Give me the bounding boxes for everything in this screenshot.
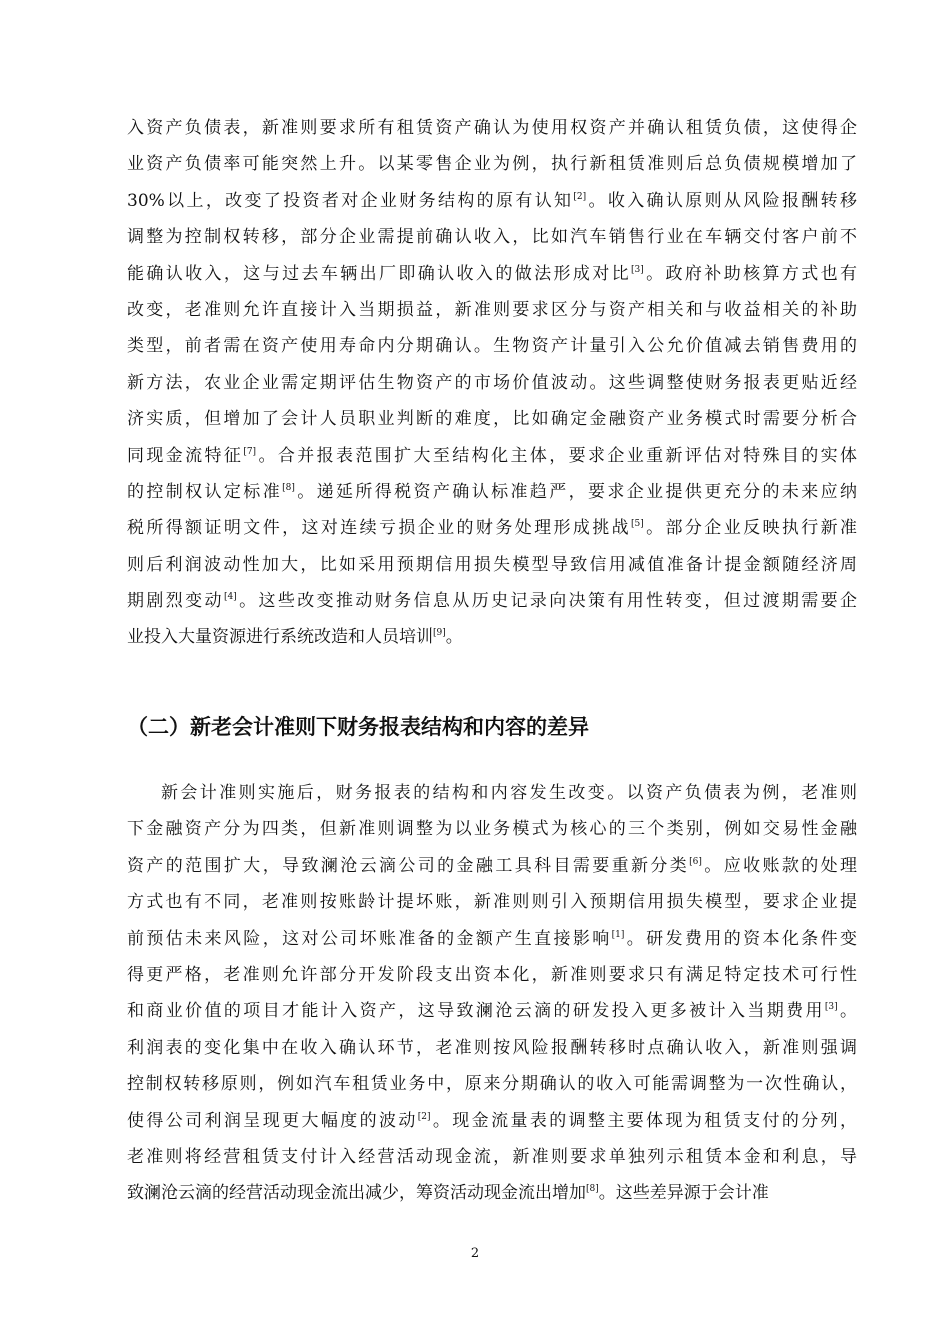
text-line xyxy=(127,547,857,583)
citation-marker: [9] xyxy=(433,628,446,639)
citation-marker: [7] xyxy=(243,446,257,457)
text-line xyxy=(127,292,857,328)
text-line xyxy=(127,619,857,655)
text-line xyxy=(127,1066,857,1102)
line-text: 入资产负债表，新准则要求所有租赁资产确认为使用权资产并确认租赁负债，这使得企 xyxy=(127,118,857,138)
line-text: 同现金流特征 xyxy=(127,445,244,466)
line-text-continued: 。递延所得税资产确认标准趋严，要求企业提供更充分的未来应纳 xyxy=(294,481,858,502)
citation-marker: [2] xyxy=(417,1111,431,1122)
line-text-continued: 。 xyxy=(445,627,463,648)
line-text: 类型，前者需在资产使用寿命内分期确认。生物资产计量引入公允价值减去销售费用的 xyxy=(127,336,857,357)
line-text-continued: 。政府补助核算方式也有 xyxy=(643,263,858,284)
citation-marker: [8] xyxy=(282,482,295,493)
line-text: 的控制权认定标准 xyxy=(127,481,283,502)
line-text: 前预估未来风险，这对公司坏账准备的金额产生直接影响 xyxy=(127,928,612,949)
line-text: 济实质，但增加了会计人员职业判断的难度，比如确定金融资产业务模式时需要分析合 xyxy=(127,409,857,430)
line-text: 税所得额证明文件，这对连续亏损企业的财务处理形成挑战 xyxy=(127,518,632,539)
text-line xyxy=(127,110,857,146)
text-line xyxy=(127,1139,857,1175)
citation-marker: [1] xyxy=(611,929,625,940)
line-text-continued: 。这些差异源于会计准 xyxy=(598,1183,769,1204)
citation-marker: [6] xyxy=(689,856,702,867)
text-line xyxy=(127,993,857,1029)
line-text: 老准则将经营租赁支付计入经营活动现金流，新准则要求单独列示租赁本金和利息，导 xyxy=(127,1146,857,1167)
text-line xyxy=(127,256,857,292)
text-line xyxy=(127,219,857,255)
line-text: 控制权转移原则，例如汽车租赁业务中，原来分期确认的收入可能需调整为一次性确认， xyxy=(127,1074,857,1095)
line-text: 期剧烈变动 xyxy=(127,591,224,612)
text-line xyxy=(127,328,857,364)
line-text: 资产的范围扩大，导致澜沧云滴公司的金融工具科目需要重新分类 xyxy=(127,855,690,876)
text-line xyxy=(127,365,857,401)
line-text-continued: 。 xyxy=(837,1001,858,1022)
line-text-continued: 。现金流量表的调整主要体现为租赁支付的分列， xyxy=(430,1110,858,1131)
text-line xyxy=(127,848,857,884)
line-text-continued: 。部分企业反映执行新准 xyxy=(643,518,858,539)
line-text: 改变，老准则允许直接计入当期损益，新准则要求区分与资产相关和与收益相关的补助 xyxy=(127,299,857,320)
text-line xyxy=(127,957,857,993)
text-line xyxy=(127,474,857,510)
citation-marker: [4] xyxy=(223,592,237,603)
text-line xyxy=(127,1175,857,1211)
line-text: 能确认收入，这与过去车辆出厂即确认收入的做法形成对比 xyxy=(127,263,632,284)
line-text: 下金融资产分为四类，但新准则调整为以业务模式为核心的三个类别，例如交易性金融 xyxy=(127,819,857,840)
line-text-continued: 。应收账款的处理 xyxy=(701,855,858,876)
citation-marker: [5] xyxy=(631,519,644,530)
line-text: 调整为控制权转移，部分企业需提前确认收入，比如汽车销售行业在车辆交付客户前不 xyxy=(127,227,857,248)
line-text-continued: 。这些改变推动财务信息从历史记录向决策有用性转变，但过渡期需要企 xyxy=(236,591,858,612)
citation-marker: [8] xyxy=(586,1184,599,1195)
line-text: 30%以上，改变了投资者对企业财务结构的原有认知 xyxy=(127,190,574,211)
line-text: 则后利润波动性加大，比如采用预期信用损失模型导致信用减值准备计提金额随经济周 xyxy=(127,554,857,575)
text-line xyxy=(127,510,857,546)
text-line xyxy=(127,921,857,957)
line-text: 使得公司利润呈现更大幅度的波动 xyxy=(127,1110,418,1131)
line-text: 利润表的变化集中在收入确认环节，老准则按风险报酬转移时点确认收入，新准则强调 xyxy=(127,1037,857,1058)
text-line xyxy=(127,1030,857,1066)
line-text-continued: 。收入确认原则从风险报酬转移 xyxy=(586,190,857,211)
text-line xyxy=(127,811,857,847)
line-text: 新会计准则实施后，财务报表的结构和内容发生改变。以资产负债表为例，老准则 xyxy=(161,783,857,803)
line-text: 和商业价值的项目才能计入资产，这导致澜沧云滴的研发投入更多被计入当期费用 xyxy=(127,1001,825,1022)
line-text: 新方法，农业企业需定期评估生物资产的市场价值波动。这些调整使财务报表更贴近经 xyxy=(127,372,857,393)
body-paragraph-2 xyxy=(127,775,857,1212)
line-text: 业投入大量资源进行系统改造和人员培训 xyxy=(127,627,433,648)
text-line xyxy=(127,583,857,619)
citation-marker: [2] xyxy=(573,191,587,202)
text-line xyxy=(127,146,857,182)
text-line xyxy=(127,775,857,811)
line-text: 得更严格，老准则允许部分开发阶段支出资本化，新准则要求只有满足特定技术可行性 xyxy=(127,964,857,985)
text-line xyxy=(127,438,857,474)
line-text: 致澜沧云滴的经营活动现金流出减少，筹资活动现金流出增加 xyxy=(127,1183,586,1204)
line-text-continued: 。合并报表范围扩大至结构化主体，要求企业重新评估对特殊目的实体 xyxy=(256,445,858,466)
citation-marker: [3] xyxy=(631,264,644,275)
page-number: 2 xyxy=(470,1246,480,1261)
text-line xyxy=(127,183,857,219)
citation-marker: [3] xyxy=(824,1002,838,1013)
section-heading: （二）新老会计准则下财务报表结构和内容的差异 xyxy=(127,715,589,739)
line-text: 方式也有不同，老准则按账龄计提坏账，新准则则引入预期信用损失模型，要求企业提 xyxy=(127,892,857,913)
body-paragraph-1 xyxy=(127,110,857,656)
line-text: 业资产负债率可能突然上升。以某零售企业为例，执行新租赁准则后总负债规模增加了 xyxy=(127,154,857,175)
text-line xyxy=(127,401,857,437)
text-line xyxy=(127,1103,857,1139)
line-text-continued: 。研发费用的资本化条件变 xyxy=(624,928,858,949)
text-line xyxy=(127,884,857,920)
